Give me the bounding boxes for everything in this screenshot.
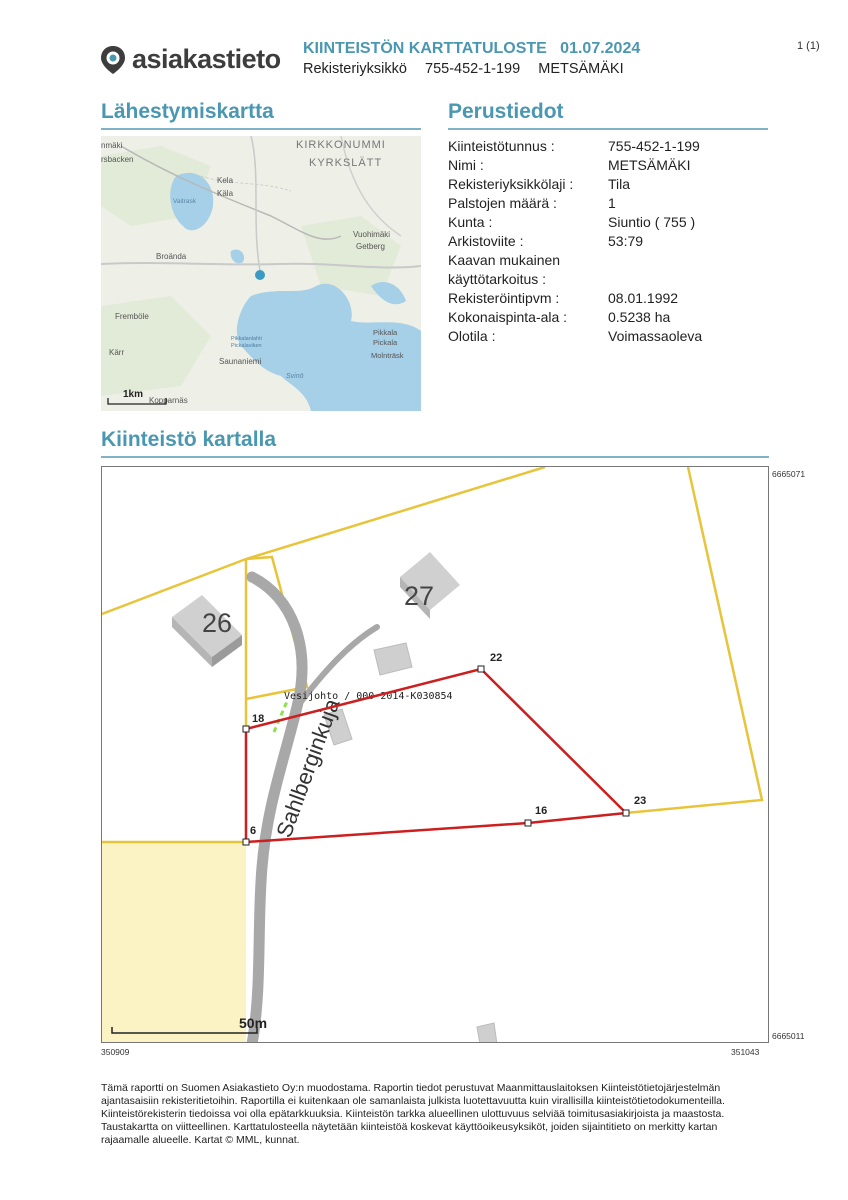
approach-map-graphic [101, 136, 421, 411]
building-small [374, 643, 412, 675]
info-row [448, 327, 702, 346]
info-row [448, 270, 702, 289]
info-value: Siuntio ( 755 ) [608, 214, 696, 230]
place-label: nmäki [101, 141, 123, 150]
info-value: 08.01.1992 [608, 290, 679, 306]
property-map-title: Kiinteistö kartalla [101, 428, 769, 458]
place-label: Broända [156, 252, 187, 261]
property-map-graphic [102, 467, 769, 1043]
place-label: Kela [217, 176, 234, 185]
place-label: Pikkalanlahti [231, 336, 262, 342]
place-label: Svinö [286, 373, 304, 380]
scale-label: 50m [239, 1015, 268, 1031]
info-row [448, 213, 702, 232]
place-label: Saunaniemi [219, 357, 262, 366]
report-subtitle: Rekisteriyksikkö 755-452-1-199 METSÄMÄKI [303, 61, 624, 77]
info-value: 755-452-1-199 [608, 138, 700, 154]
place-label: KYRKSLÄTT [309, 157, 383, 169]
info-row [448, 175, 702, 194]
boundary-point-label: 23 [634, 795, 647, 807]
boundary-point-label: 6 [250, 825, 257, 837]
page-number: 1 (1) [797, 40, 820, 52]
boundary-point-label: 18 [252, 713, 265, 725]
coordinate-bottom-mid: 351043 [731, 1047, 760, 1057]
building-26 [172, 595, 242, 667]
place-label: Pikkala [373, 328, 398, 337]
info-label: Rekisteröintipvm : [448, 290, 560, 306]
water-pipe-label: Vesijohto / 000-2014-K030854 [284, 691, 453, 702]
road-name: Sahlberginkuja [271, 695, 345, 841]
place-label: KIRKKONUMMI [296, 139, 386, 151]
place-label: Molnträsk [371, 351, 404, 360]
coordinate-bottom-left: 350909 [101, 1047, 130, 1057]
info-row [448, 156, 702, 175]
info-row [448, 194, 702, 213]
place-label: Getberg [356, 242, 385, 251]
basic-info-table [448, 137, 702, 346]
scale-label: 1km [123, 389, 144, 400]
building-small [477, 1023, 497, 1043]
place-label: Vuohimäki [353, 230, 391, 239]
info-row [448, 137, 702, 156]
coordinate-bottom-right: 6665011 [772, 1031, 805, 1041]
disclaimer-text: Tämä raportti on Suomen Asiakastieto Oy:n muodostama. Raportin tiedot perustuvat Maanmittauslaitoksen Kiinteistötietojärjestelmän ajantasaisiin rekisteritietoihin. Raportilla ei kuitenkaan ole samanlaista julkista luotettavuutta kuin virallisilla kiinteistötietodokumenteilla. Kiinteistörekisterin tiedoissa voi olla epätarkkuuksia. Kiinteistön tarkka alueellinen ulottuvuus selviää toimitusasiakirjoista ja maastosta. Taustakartta on viitteellinen. Karttatulosteella näytetään kiinteistöä koskevat käyttöoikeusyksiköt, joiden sijaintitieto on merkitty kartan rajaamalle alueelle. Kartat © MML, kunnat. [101, 1082, 725, 1146]
place-label: Käla [217, 189, 234, 198]
basic-info-title: Perustiedot [448, 100, 768, 130]
logo-text: asiakastieto [132, 44, 281, 74]
coordinate-top-right: 6665071 [772, 469, 806, 479]
info-label: Kaavan mukainen [448, 252, 561, 268]
boundary-point-label: 22 [490, 652, 503, 664]
info-label: Kokonaispinta-ala : [448, 309, 568, 325]
info-label: Arkistoviite : [448, 233, 524, 249]
approach-map-title: Lähestymiskartta [101, 100, 421, 130]
place-label: Kärr [109, 348, 125, 357]
info-row [448, 232, 702, 251]
info-value: METSÄMÄKI [608, 157, 691, 173]
report-title: KIINTEISTÖN KARTTATULOSTE 01.07.2024 [303, 40, 641, 57]
place-label: Pickala [373, 338, 398, 347]
info-label: Kunta : [448, 214, 493, 230]
info-label: Nimi : [448, 157, 484, 173]
info-label: Kiinteistötunnus : [448, 138, 555, 154]
info-label: käyttötarkoitus : [448, 271, 547, 287]
brand-logo [100, 44, 281, 75]
info-value: 53:79 [608, 233, 644, 249]
info-row [448, 308, 702, 327]
place-label: rsbacken [101, 155, 134, 164]
info-label: Rekisteriyksikkölaji : [448, 176, 574, 192]
building-number: 26 [202, 608, 233, 638]
building-27 [400, 552, 460, 619]
place-label: Vaitrask [173, 198, 196, 205]
info-row [448, 251, 702, 270]
info-row [448, 289, 702, 308]
info-label: Palstojen määrä : [448, 195, 557, 211]
building-number: 27 [404, 581, 435, 611]
place-label: Fremböle [115, 312, 149, 321]
approach-map [101, 136, 421, 411]
property-map [101, 466, 769, 1043]
info-value: 1 [608, 195, 616, 211]
location-pin-icon [100, 45, 126, 75]
info-label: Olotila : [448, 328, 496, 344]
water-pipe-line [274, 699, 288, 732]
info-value: Tila [608, 176, 631, 192]
place-label: Pickalaviken [231, 343, 262, 349]
info-value: 0.5238 ha [608, 309, 671, 325]
boundary-point-label: 16 [535, 805, 548, 817]
info-value: Voimassaoleva [608, 328, 703, 344]
place-label: Kopparnäs [149, 396, 188, 405]
